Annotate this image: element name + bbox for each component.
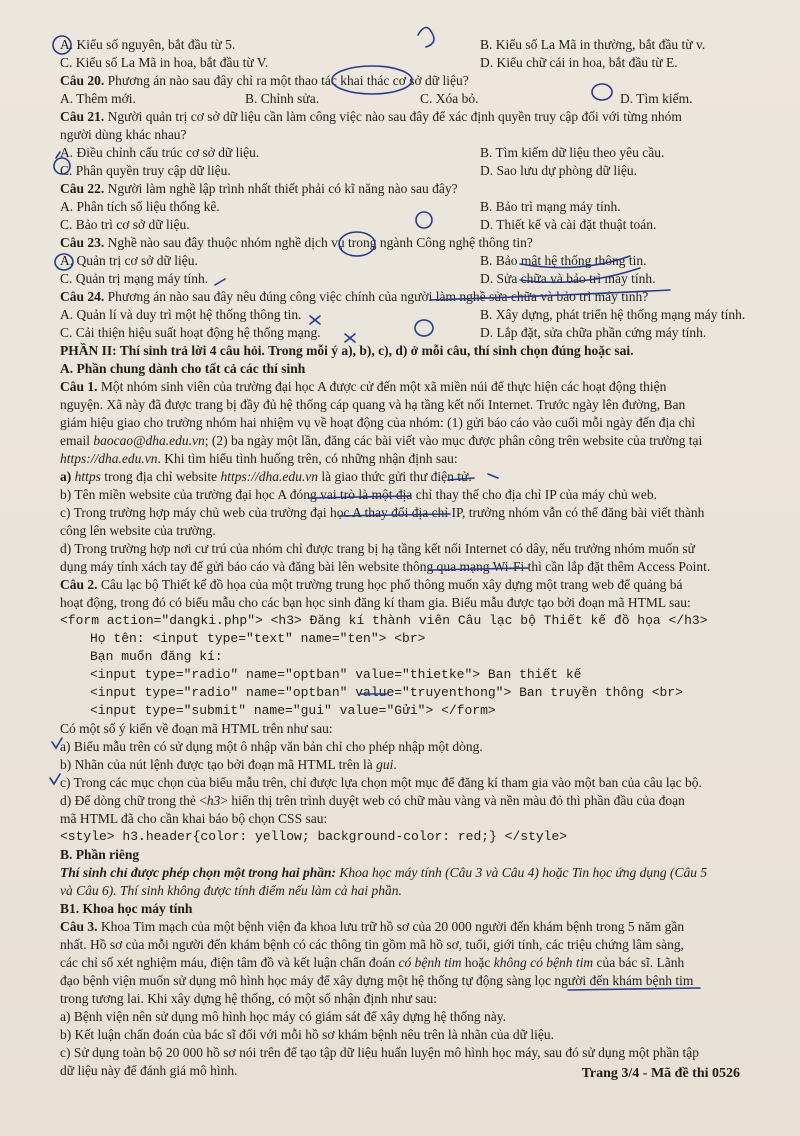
q19-option-a: A. Kiểu số nguyên, bắt đầu từ 5. xyxy=(60,37,236,52)
q22-option-c: C. Bảo trì cơ sở dữ liệu. xyxy=(60,217,190,232)
q20-stem: Câu 20. Phương án nào sau đây chỉ ra một thao tác khai thác cơ sở dữ liệu? xyxy=(60,73,469,88)
c1-line3: giám hiệu giao cho trưởng nhóm hai nhiệm vụ về hoạt động của nhóm: (1) gửi báo cáo vào cuối mỗi ngày đến địa chỉ xyxy=(60,415,696,430)
q20-option-c: C. Xóa bỏ. xyxy=(420,91,479,106)
q21-options-row2 xyxy=(60,162,760,179)
c1-line1: Câu 1. Một nhóm sinh viên của trường đại học A được cử đến một xã miền núi để thực hiện các hoạt động thiện xyxy=(60,379,667,394)
c3-item-b: b) Kết luận chẩn đoán của bác sĩ đối với mỗi hồ sơ khám bệnh nêu trên là nhãn của dữ liệu. xyxy=(60,1027,554,1042)
q24-options-row2 xyxy=(60,324,760,341)
c1-item-b: b) Tên miền website của trường đại học A đóng vai trò là một địa chỉ thay thế cho địa chỉ IP của máy chủ web. xyxy=(60,487,658,502)
q23-options-row2 xyxy=(60,270,760,287)
c2-item-d-cont: mã HTML đã cho cần khai báo bộ chọn CSS sau: xyxy=(60,811,328,826)
q20-option-d: D. Tìm kiếm. xyxy=(620,91,693,106)
code-line-1: <form action="dangki.php"> <h3> Đăng kí thành viên Câu lạc bộ Thiết kế đồ họa </h3> xyxy=(60,613,708,628)
q23-option-d: D. Sửa chữa và bảo trì máy tính. xyxy=(480,271,656,286)
code-line-4: <input type="radio" name="optban" value="thietke"> Ban thiết kế xyxy=(90,667,582,682)
c2-line1: Câu 2. Câu lạc bộ Thiết kế đồ họa của một trường trung học phổ thông muốn xây dựng một trang web để quảng bá xyxy=(60,577,683,592)
q22-options-row1 xyxy=(60,198,760,215)
q21-option-c: C. Phân quyền truy cập dữ liệu. xyxy=(60,163,231,178)
section-b-note: Thí sinh chỉ được phép chọn một trong hai phần: Khoa học máy tính (Câu 3 và Câu 4) hoặc Tin học ứng dụng (Câu 5 xyxy=(60,865,708,880)
code-line-6: <input type="submit" name="gui" value="Gửi"> </form> xyxy=(90,703,496,718)
b1-heading: B1. Khoa học máy tính xyxy=(60,901,193,916)
c1-item-c-cont: công lên website của trường. xyxy=(60,523,216,538)
q21-stem-cont: người dùng khác nhau? xyxy=(60,127,187,142)
email-text: baocao@dha.edu.vn xyxy=(93,433,205,448)
code-line-5: <input type="radio" name="optban" value="truyenthong"> Ban truyền thông <br> xyxy=(90,685,683,700)
c3-line4: đạo bệnh viện muốn sử dụng mô hình học máy để xây dựng một hệ thống tự động sàng lọc người đến khám bệnh tim xyxy=(60,973,694,988)
c3-line3: các chỉ số xét nghiệm máu, điện tâm đồ và kết luận chẩn đoán có bệnh tim hoặc không có bệnh tim của bác sĩ. Lãnh xyxy=(60,955,685,970)
q21-option-b: B. Tìm kiếm dữ liệu theo yêu cầu. xyxy=(480,145,665,160)
part2-heading: PHẦN II: Thí sinh trả lời 4 câu hỏi. Trong mỗi ý a), b), c), d) ở mỗi câu, thí sinh chọn đúng hoặc sai. xyxy=(60,343,634,358)
q23-option-c: C. Quản trị mạng máy tính. xyxy=(60,271,209,286)
q24-stem: Câu 24. Phương án nào sau đây nêu đúng công việc chính của người làm nghề sửa chữa và bảo trì máy tính? xyxy=(60,289,649,304)
section-a-heading: A. Phần chung dành cho tất cả các thí sinh xyxy=(60,361,306,376)
q19-option-d: D. Kiểu chữ cái in hoa, bắt đầu từ E. xyxy=(480,55,678,70)
c2-item-b: b) Nhãn của nút lệnh được tạo bởi đoạn mã HTML trên là gui. xyxy=(60,757,397,772)
q21-stem: Câu 21. Người quản trị cơ sở dữ liệu cần làm công việc nào sau đây để xác định quyền truy cập đối với từng nhóm xyxy=(60,109,682,124)
c1-item-d-cont: dụng máy tính xách tay để gửi báo cáo và đăng bài lên website thông qua mạng Wi-Fi thì cần lắp đặt thêm Access Point. xyxy=(60,559,711,574)
q22-option-b: B. Bảo trì mạng máy tính. xyxy=(480,199,621,214)
q23-stem: Câu 23. Nghề nào sau đây thuộc nhóm nghề dịch vụ trong ngành Công nghệ thông tin? xyxy=(60,235,533,250)
q22-options-row2 xyxy=(60,216,760,233)
c3-line5: trong tương lai. Khi xây dựng hệ thống, có một số nhận định như sau: xyxy=(60,991,438,1006)
q24-option-b: B. Xây dựng, phát triển hệ thống mạng máy tính. xyxy=(480,307,746,322)
c1-line5: https://dha.edu.vn. Khi tìm hiểu tình huống trên, có những nhận định sau: xyxy=(60,451,458,466)
c3-item-c: c) Sử dụng toàn bộ 20 000 hồ sơ nói trên để tạo tập dữ liệu huấn luyện mô hình học máy, sau đó sử dụng một phần tập xyxy=(60,1045,699,1060)
q21-option-d: D. Sao lưu dự phòng dữ liệu. xyxy=(480,163,637,178)
q21-options-row1 xyxy=(60,144,760,161)
page-footer: Trang 3/4 - Mã đề thi 0526 xyxy=(581,1066,740,1081)
q22-option-d: D. Thiết kế và cài đặt thuật toán. xyxy=(480,217,657,232)
q22-stem: Câu 22. Người làm nghề lập trình nhất thiết phải có kĩ năng nào sau đây? xyxy=(60,181,458,196)
c2-item-a: a) Biểu mẫu trên có sử dụng một ô nhập văn bản chỉ cho phép nhập một dòng. xyxy=(60,739,483,754)
c3-line1: Câu 3. Khoa Tim mạch của một bệnh viện đa khoa lưu trữ hồ sơ của 20 000 người đến khám bệnh trong 5 năm gần xyxy=(60,919,685,934)
q19-option-c: C. Kiểu số La Mã in hoa, bắt đầu từ V. xyxy=(60,55,269,70)
code-line-3: Bạn muốn đăng kí: xyxy=(90,649,223,664)
c3-item-a: a) Bệnh viện nên sử dụng mô hình học máy có giám sát để xây dựng hệ thống này. xyxy=(60,1009,507,1024)
q23-options-row1 xyxy=(60,252,760,269)
q20-option-a: A. Thêm mới. xyxy=(60,91,136,106)
c2-intro: Có một số ý kiến về đoạn mã HTML trên như sau: xyxy=(60,721,333,736)
code-line-2: Họ tên: <input type="text" name="ten"> <br> xyxy=(90,631,426,646)
q24-option-d: D. Lắp đặt, sửa chữa phần cứng máy tính. xyxy=(480,325,707,340)
c2-item-c: c) Trong các mục chọn của biểu mẫu trên, chỉ được lựa chọn một mục để đăng kí tham gia vào một ban của câu lạc bộ. xyxy=(60,775,702,790)
c1-item-d: d) Trong trường hợp nơi cư trú của nhóm chỉ được trang bị hạ tầng kết nối Internet có dây, nếu trưởng nhóm muốn sử xyxy=(60,541,695,556)
c1-item-c: c) Trong trường hợp máy chủ web của trường đại học A thay đổi địa chỉ IP, trưởng nhóm vẫn có thể đăng bài viết thành xyxy=(60,505,705,520)
c1-line4: email baocao@dha.edu.vn; (2) ba ngày một lần, đăng các bài viết vào mục được phân công trên website của trường tại xyxy=(60,433,703,448)
q23-option-a: A. Quản trị cơ sở dữ liệu. xyxy=(60,253,198,268)
c1-item-a: a) https trong địa chỉ website https://dha.edu.vn là giao thức gửi thư điện tử. xyxy=(60,469,472,484)
q24-option-a: A. Quản lí và duy trì một hệ thống thông tin. xyxy=(60,307,302,322)
c3-item-c-cont: dữ liệu này để đánh giá mô hình. xyxy=(60,1063,238,1078)
q19-options-row2 xyxy=(60,54,760,71)
q20-options xyxy=(60,90,760,107)
q19-option-b: B. Kiểu số La Mã in thường, bắt đầu từ v. xyxy=(480,37,706,52)
section-b-heading: B. Phần riêng xyxy=(60,847,140,862)
q24-option-c: C. Cải thiện hiệu suất hoạt động hệ thống mạng. xyxy=(60,325,321,340)
q20-option-b: B. Chỉnh sửa. xyxy=(245,91,320,106)
website-text: https://dha.edu.vn xyxy=(60,451,158,466)
section-b-note-cont: và Câu 6). Thí sinh không được tính điểm nếu làm cả hai phần. xyxy=(60,883,402,898)
q22-option-a: A. Phân tích số liệu thống kê. xyxy=(60,199,220,214)
q19-options-row1 xyxy=(60,36,760,53)
q23-option-b: B. Bảo mật hệ thống thông tin. xyxy=(480,253,647,268)
css-code: <style> h3.header{color: yellow; background-color: red;} </style> xyxy=(60,829,568,844)
c2-line2: hoạt động, trong đó có biểu mẫu cho các bạn học sinh đăng kí tham gia. Biểu mẫu được tạo bởi đoạn mã HTML sau: xyxy=(60,595,691,610)
c3-line2: nhất. Hồ sơ của mỗi người đến khám bệnh có các thông tin gồm mã hồ sơ, tuổi, giới tính, các triệu chứng lâm sàng, xyxy=(60,937,684,952)
c1-line2: nguyện. Xã này đã được trang bị đầy đủ hệ thống cáp quang và hạ tầng kết nối Internet. Trước ngày lên đường, Ban xyxy=(60,397,686,412)
c2-item-d: d) Để dòng chữ trong thẻ <h3> hiển thị trên trình duyệt web có chữ màu vàng và nền màu đỏ thì phần đầu của đoạn xyxy=(60,793,685,808)
tick-mark-c2c xyxy=(50,774,60,784)
q21-option-a: A. Điều chỉnh cấu trúc cơ sở dữ liệu. xyxy=(60,145,260,160)
q24-options-row1 xyxy=(60,306,760,323)
